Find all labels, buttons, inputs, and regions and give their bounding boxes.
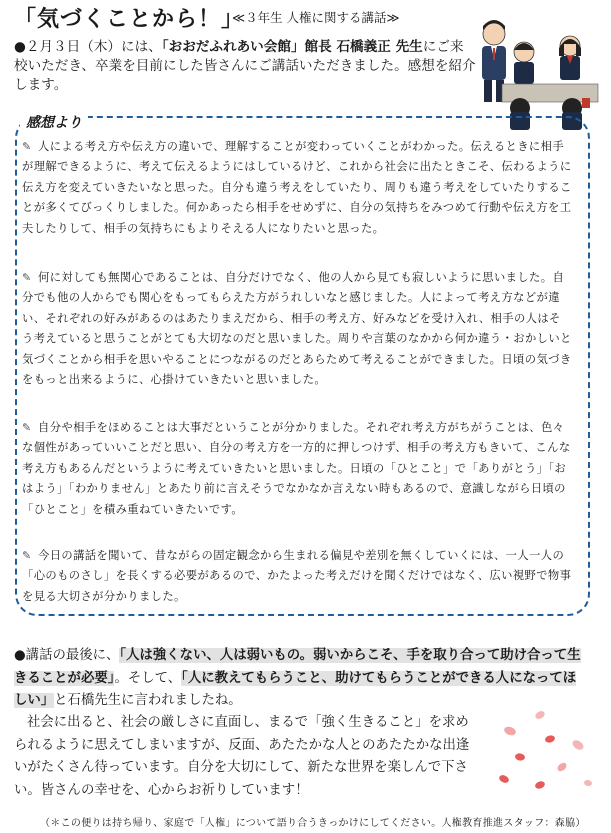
- intro-rest: にご来校いただき、卒業を目前にした皆さんにご講話いただきました。感想を紹介します。: [14, 39, 476, 93]
- quote-highlight-2: 「人に教えてもらうこと、助けてもらうことができる人になってほしい」: [14, 670, 577, 708]
- closing-mid: 。そして、: [114, 670, 182, 686]
- closing-lead: ●講話の最後に、: [14, 648, 120, 663]
- cherry-petals-decoration: [490, 705, 605, 795]
- intro-speaker: 「おおだふれあい会館」館長 石橋義正 先生: [161, 39, 423, 55]
- page-subtitle: ≪３年生 人権に関する講話≫: [232, 10, 400, 25]
- impression-paragraph-2: ✎ 何に対しても無関心であることは、自分だけでなく、他の人から見ても寂しいように思いました。自分でも他の人からでも関心をもってもらえた方がうれしいなと感じました。人によって考え方などが違い、それぞれの好みがあるのはあたりまえだから、相手の考え方、好みなどを受け入れ、相手の人はそう考えていると思うことがとても大切なのだと思いました。周りや言葉のなかから何か違う・おかしいと気づくことから相手を思いやることにつながるのだとあらためて考えることができました。日頃の気づきをもっと出来るように、心掛けていきたいと思いました。: [22, 268, 572, 390]
- impression-paragraph-1: ✎ 人による考え方や伝え方の違いで、理解することが変わっていくことがわかった。伝えるときに相手が理解できるように、考えて伝えるようにはしているけど、これから社会に出たときこそ、伝わるように伝え方を変えていきたいなと思った。自分も違う考えをしていたり、周りも違う考えをしていたりすることが多くてびっくりしました。何かあったら相手をせめずに、自分の気持ちをみつめて行動や伝え方を工夫したりして、相手の気持ちにもよりそえる人になりたいと思った。: [22, 137, 572, 239]
- footer-note: （＊この便りは持ち帰り、家庭で「人権」について語り合うきっかけにしてください。人権教育推進スタッフ：森脇）: [40, 818, 586, 829]
- closing-tail: と石橋先生に言われましたね。: [54, 693, 242, 708]
- closing-quote-paragraph: [14, 645, 586, 713]
- pencil-icon: ✎: [22, 271, 32, 284]
- impressions-heading: 感想より: [20, 112, 88, 132]
- classroom-illustration: [472, 12, 604, 132]
- closing-message: 社会に出ると、社会の厳しさに直面し、まるで「強く生きること」を求められるように思えてしまいますが、反面、あたたかな人とのあたたかな出逢いがたくさん待っています。自分を大切にして、新たな世界を楽しんで下さい。皆さんの幸せを、心からお祈りしています！: [14, 715, 470, 798]
- pencil-icon: ✎: [22, 140, 32, 153]
- intro-lead: ●２月３日（木）には、: [14, 39, 162, 55]
- pencil-icon: ✎: [22, 549, 32, 562]
- quote-highlight-1: 「人は強くない、人は弱いもの。弱いからこそ、手を取り合って助け合って生きることが必要」: [14, 648, 581, 686]
- impression-paragraph-3: ✎ 自分や相手をほめることは大事だということが分かりました。それぞれ考え方がちがうことは、色々な個性があっていいことだと思い、自分の考え方を一方的に押しつけず、相手の考え方もきいて、こんな考え方もあるんだというように考えていきたいと思いました。日頃の「ひとこと」で「ありがとう」「おはよう」「わかりません」とあたり前に言えそうでなかなか言えない時もあるので、意識しながら日頃の「ひとこと」を積み重ねていきたいです。: [22, 418, 572, 520]
- impression-paragraph-4: ✎ 今日の講話を聞いて、昔ながらの固定観念から生まれる偏見や差別を無くしていくには、一人一人の「心のものさし」を長くする必要があるので、かたよった考えだけを聞くだけではなく、広い視野で物事を見る大切さが分かりました。: [22, 546, 572, 607]
- page-title: 「気づくことから！」: [14, 7, 245, 32]
- intro-paragraph: [14, 38, 476, 95]
- pencil-icon: ✎: [22, 421, 32, 434]
